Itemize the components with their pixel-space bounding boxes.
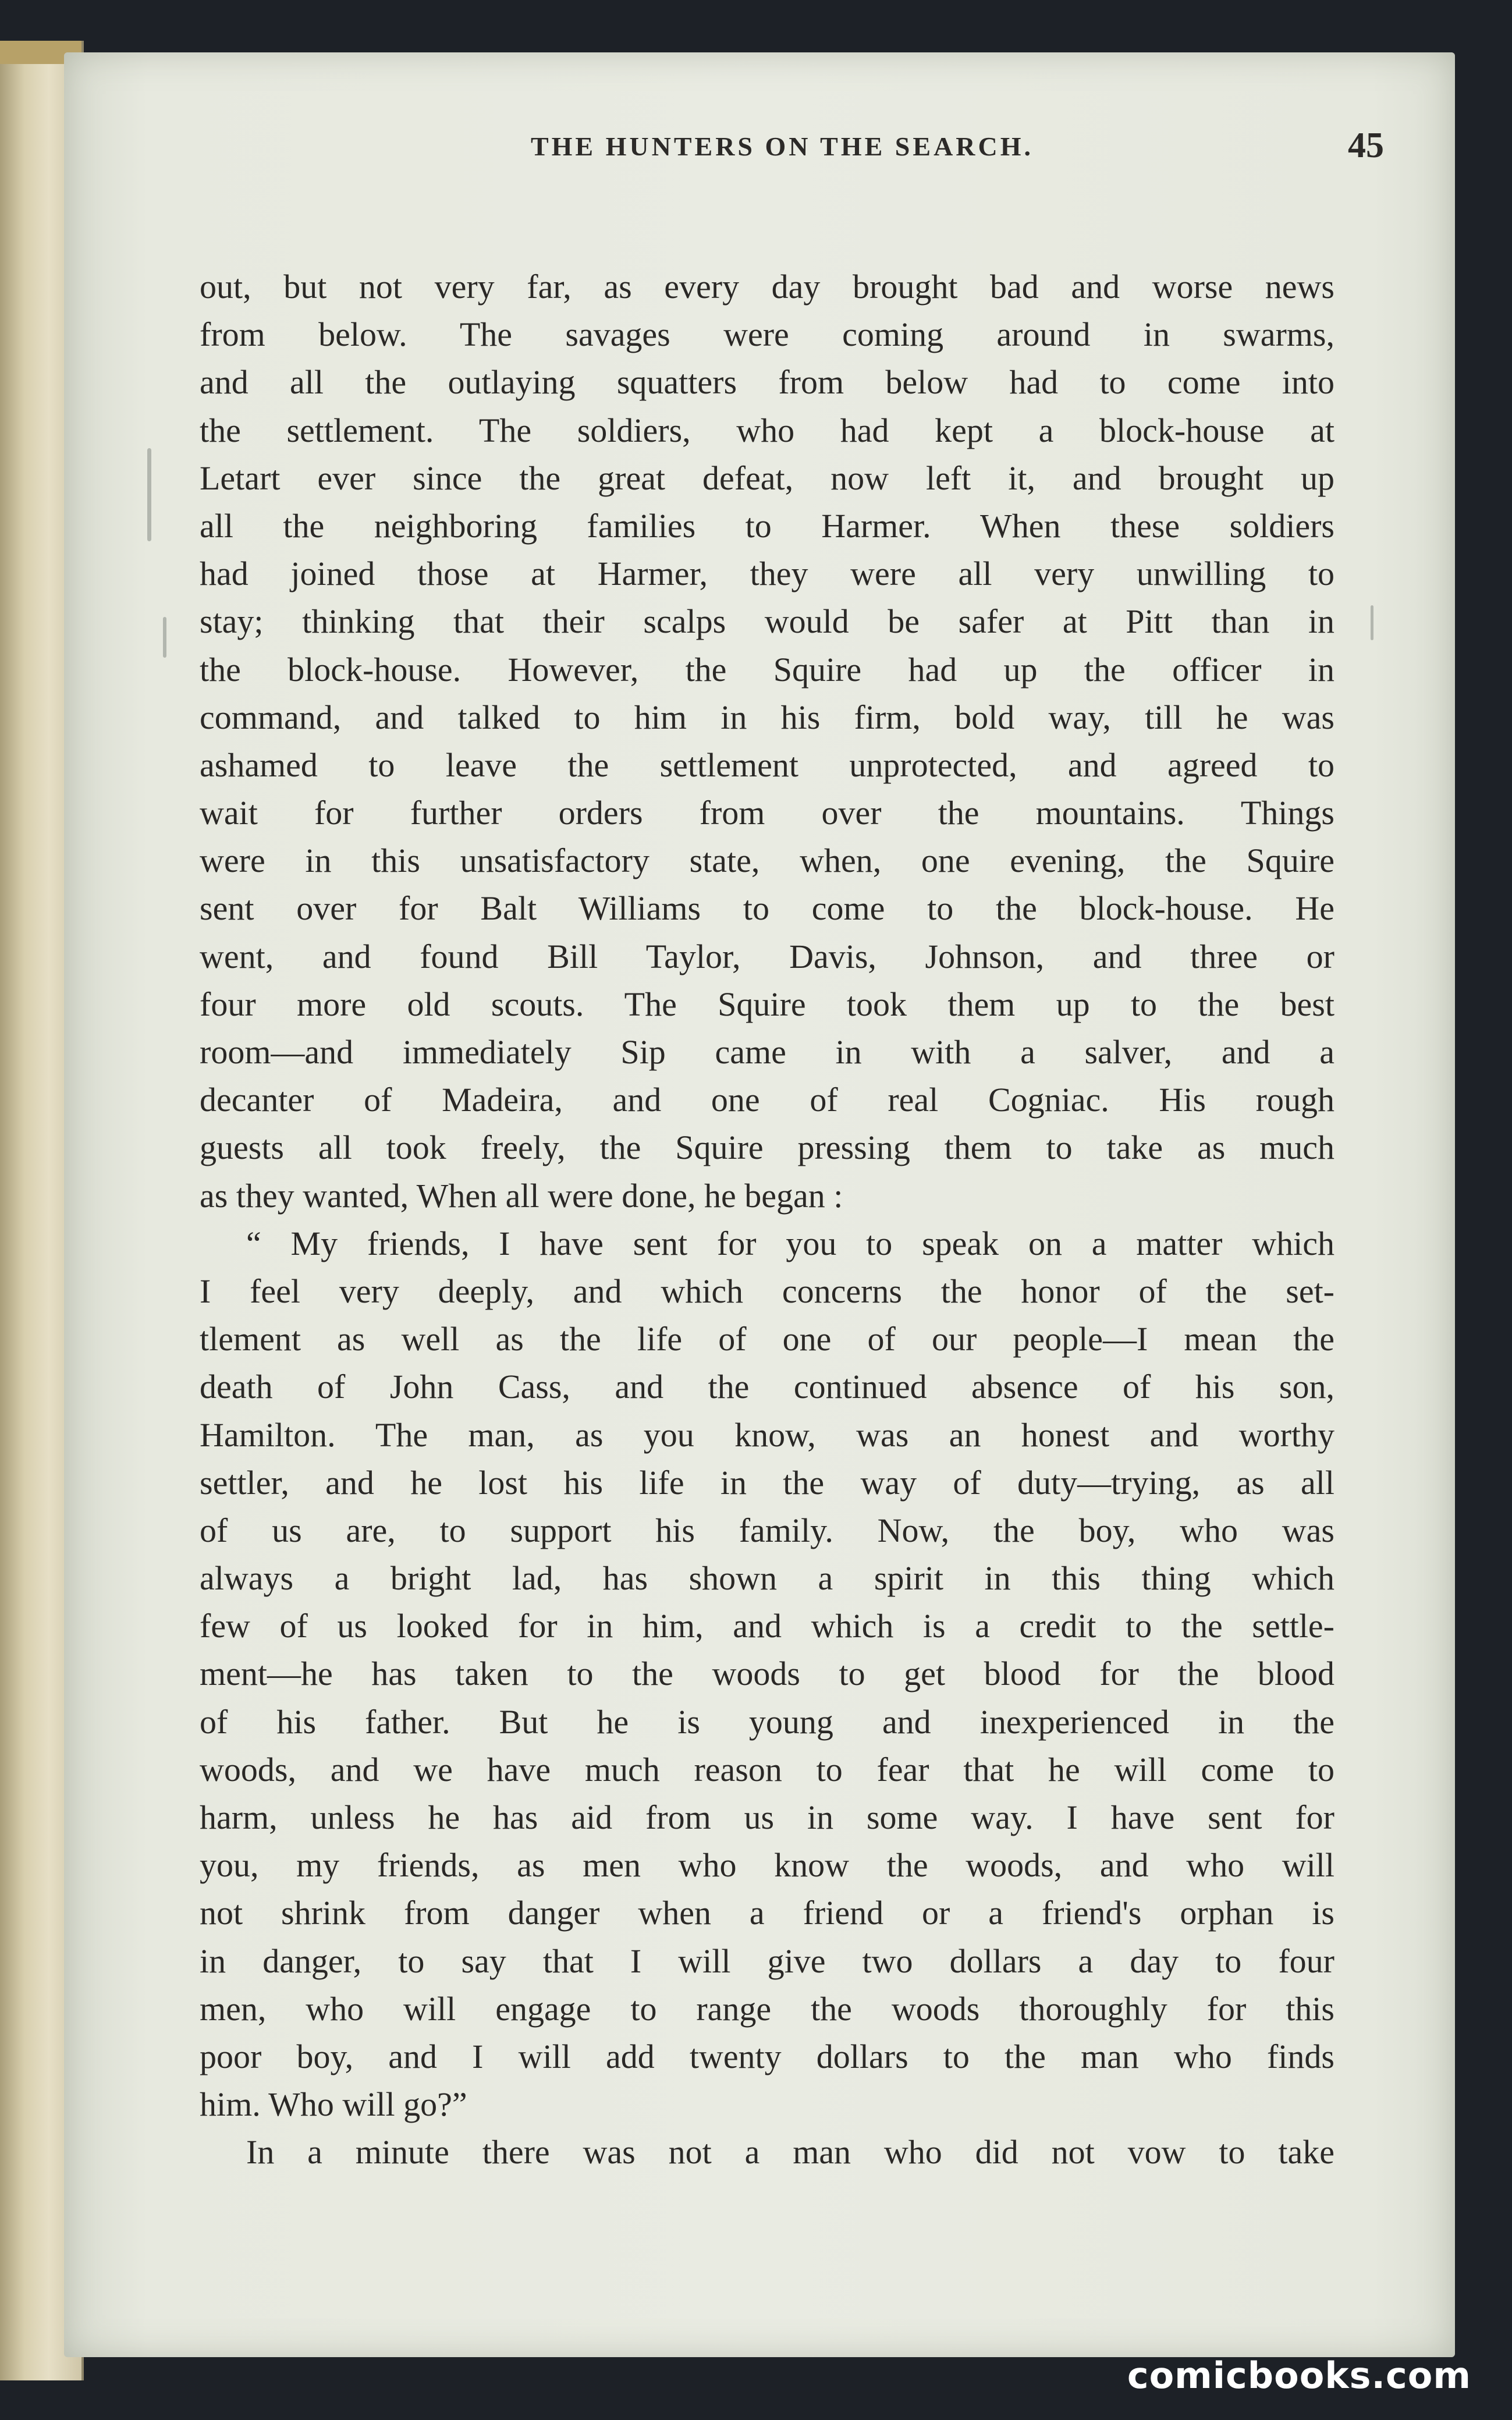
text-line: as they wanted, When all were done, he began : [200,1176,843,1215]
text-line: death of John Cass, and the continued absence of his son, [200,1368,1334,1406]
text-line: stay; thinking that their scalps would be safer at Pitt than in [200,602,1334,641]
margin-mark [1371,605,1373,640]
text-line: sent over for Balt Williams to come to the block-house. He [200,889,1334,928]
margin-mark [163,617,166,658]
text-line: of us are, to support his family. Now, the boy, who was [200,1511,1334,1549]
text-line: settler, and he lost his life in the way of duty—trying, as all [200,1463,1334,1502]
text-line: “ My friends, I have sent for you to speak on a matter which [246,1224,1334,1262]
text-line: always a bright lad, has shown a spirit in this thing which [200,1559,1334,1598]
text-line: Hamilton. The man, as you know, was an honest and worthy [200,1415,1334,1454]
text-line: command, and talked to him in his firm, bold way, till he was [200,698,1334,736]
text-line: I feel very deeply, and which concerns the honor of the set- [200,1272,1334,1310]
text-line: men, who will engage to range the woods thoroughly for this [200,1989,1334,2028]
text-line: you, my friends, as men who know the woods, and who will [200,1846,1334,1885]
running-head: THE HUNTERS ON THE SEARCH. [530,132,1034,161]
text-line: the block-house. However, the Squire had up the officer in [200,650,1334,689]
text-line: guests all took freely, the Squire pressing them to take as much [200,1129,1334,1167]
text-line: from below. The savages were coming around in swarms, [200,315,1334,354]
text-line: of his father. But he is young and inexperienced in the [200,1702,1334,1741]
text-line: and all the outlaying squatters from below had to come into [200,363,1334,402]
text-line: the settlement. The soldiers, who had kept a block-house at [200,411,1334,449]
text-line: harm, unless he has aid from us in some way. I have sent for [200,1798,1334,1836]
page-header [134,125,1384,195]
page-number: 45 [1348,126,1384,165]
text-line: not shrink from danger when a friend or a friend's orphan is [200,1894,1334,1932]
text-line: poor boy, and I will add twenty dollars to the man who finds [200,2037,1334,2075]
text-line: had joined those at Harmer, they were all very unwilling to [200,555,1334,593]
text-line: In a minute there was not a man who did not vow to take [246,2133,1334,2171]
text-line: him. Who will go?” [200,2085,467,2124]
margin-mark [147,448,151,541]
body-text [200,263,1334,2177]
text-line: went, and found Bill Taylor, Davis, Johnson, and three or [200,937,1334,975]
text-line: decanter of Madeira, and one of real Cogniac. His rough [200,1081,1334,1119]
text-line: were in this unsatisfactory state, when, one evening, the Squire [200,842,1334,880]
text-line: wait for further orders from over the mountains. Things [200,794,1334,832]
watermark-logo: comicbooks.com [1127,2354,1471,2397]
text-line: woods, and we have much reason to fear that he will come to [200,1750,1334,1789]
text-line: in danger, to say that I will give two dollars a day to four [200,1942,1334,1980]
text-line: ashamed to leave the settlement unprotected, and agreed to [200,746,1334,784]
text-line: all the neighboring families to Harmer. When these soldiers [200,506,1334,545]
text-line: out, but not very far, as every day brought bad and worse news [200,268,1334,306]
text-line: Letart ever since the great defeat, now left it, and brought up [200,459,1334,497]
text-line: tlement as well as the life of one of our people—I mean the [200,1320,1334,1358]
text-line: room—and immediately Sip came in with a salver, and a [200,1033,1334,1071]
text-line: four more old scouts. The Squire took them up to the best [200,985,1334,1023]
text-line: ment—he has taken to the woods to get blood for the blood [200,1655,1334,1693]
text-line: few of us looked for in him, and which is a credit to the settle- [200,1607,1334,1645]
